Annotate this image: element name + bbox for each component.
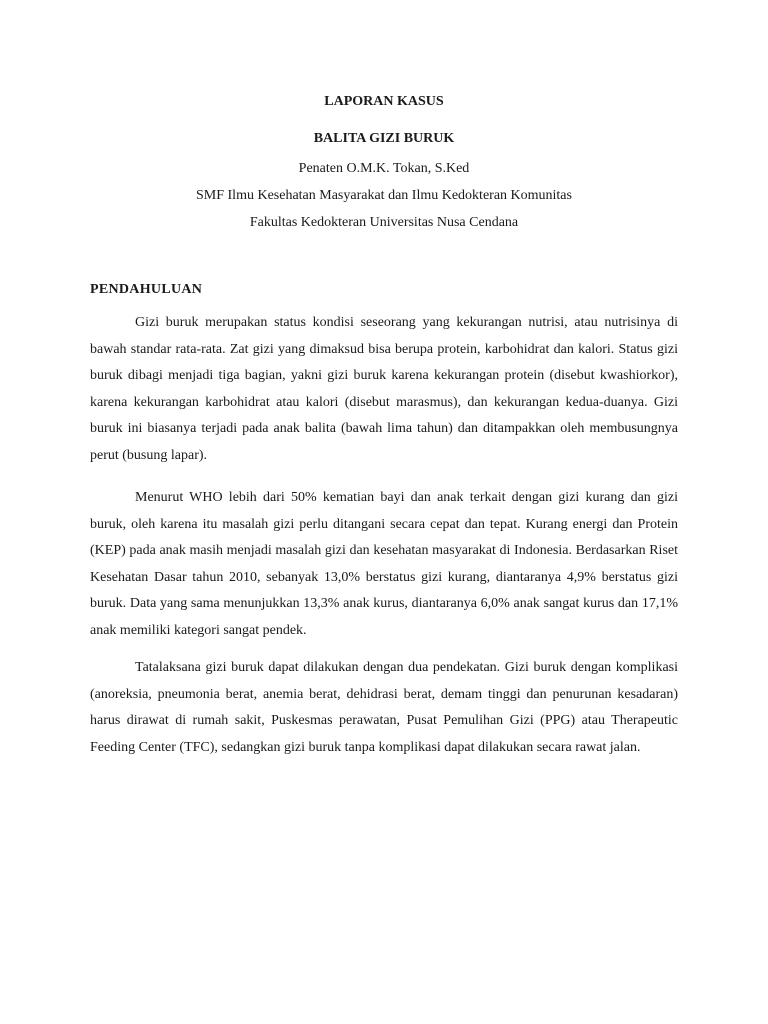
department-name: SMF Ilmu Kesehatan Masyarakat dan Ilmu Kedokteran Komunitas [196, 188, 572, 203]
report-title: LAPORAN KASUS [324, 94, 444, 109]
faculty-name: Fakultas Kedokteran Universitas Nusa Cendana [249, 215, 519, 230]
paragraph-2: Menurut WHO lebih dari 50% kematian bayi dan anak terkait dengan gizi kurang dan gizi buruk, oleh karena itu masalah gizi perlu ditangani secara cepat dan tepat. Kurang energi dan Protein (KEP) pada anak masih menjadi masalah gizi dan kesehatan masyarakat di Indonesia. Berdasarkan Riset Kesehatan Dasar tahun 2010, sebanyak 13,0% berstatus gizi kurang, diantaranya 4,9% berstatus gizi buruk. Data yang sama menunjukkan 13,3% anak kurus, diantaranya 6,0% anak sangat kurus dan 17,1% anak memiliki kategori sangat pendek. [90, 490, 678, 638]
section-heading: PENDAHULUAN [90, 282, 203, 297]
paragraph-1: Gizi buruk merupakan status kondisi seseorang yang kekurangan nutrisi, atau nutrisinya di bawah standar rata-rata. Zat gizi yang dimaksud bisa berupa protein, karbohidrat dan kalori. Status gizi buruk dibagi menjadi tiga bagian, yakni gizi buruk karena kekurangan protein (disebut kwashiorkor), karena kekurangan karbohidrat atau kalori (disebut marasmus), dan kekurangan kedua-duanya. Gizi buruk ini biasanya terjadi pada anak balita (bawah lima tahun) dan ditampakkan oleh membusungnya perut (busung lapar). [90, 315, 678, 463]
author-name: Penaten O.M.K. Tokan, S.Ked [298, 161, 470, 176]
paragraph-3: Tatalaksana gizi buruk dapat dilakukan dengan dua pendekatan. Gizi buruk dengan komplikasi (anoreksia, pneumonia berat, anemia berat, dehidrasi berat, demam tinggi dan penurunan kesadaran) harus dirawat di rumah sakit, Puskesmas perawatan, Pusat Pemulihan Gizi (PPG) atau Therapeutic Feeding Center (TFC), sedangkan gizi buruk tanpa komplikasi dapat dilakukan secara rawat jalan. [90, 660, 678, 755]
report-subtitle: BALITA GIZI BURUK [313, 131, 455, 146]
